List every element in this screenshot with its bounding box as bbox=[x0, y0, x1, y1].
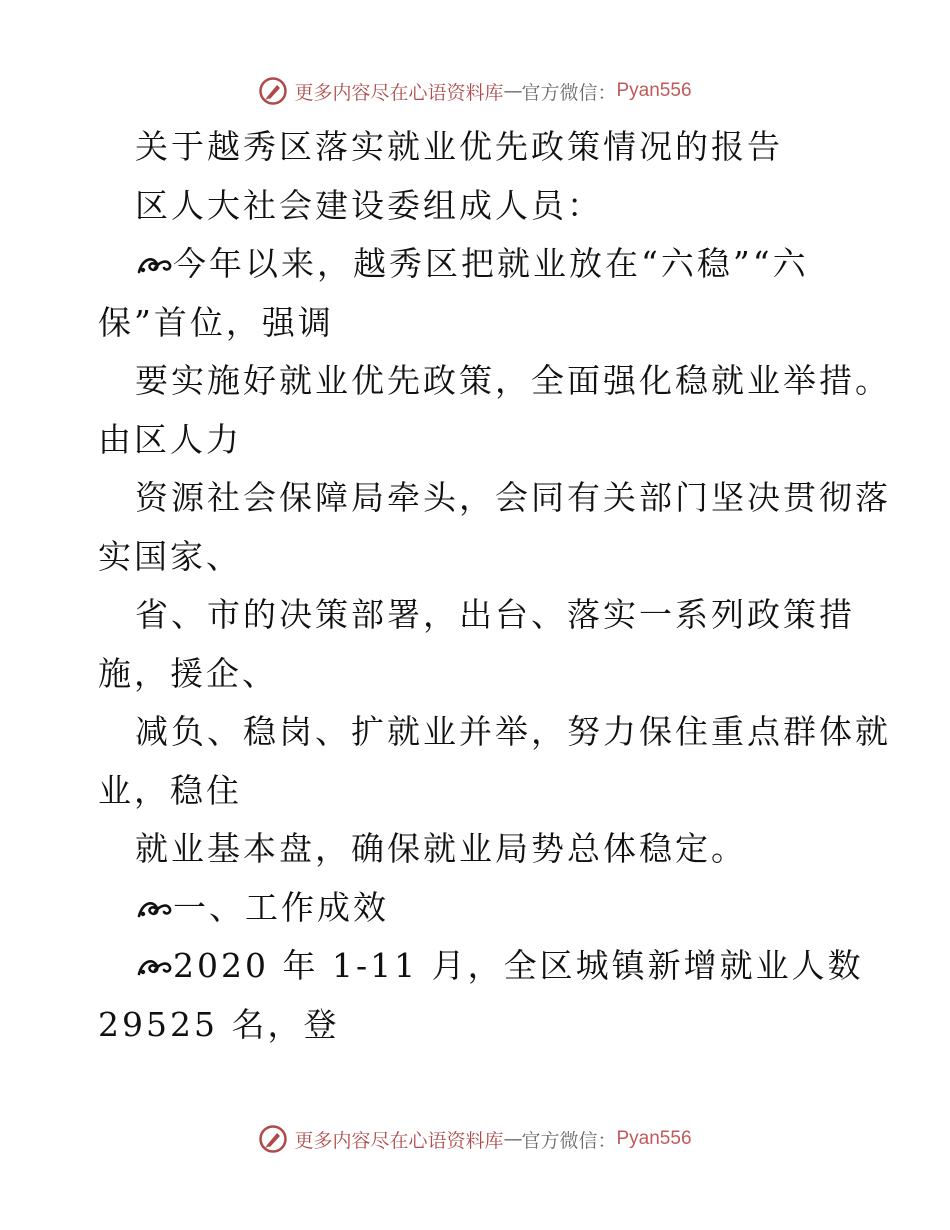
paragraph-line: 就业基本盘，确保就业局势总体稳定。 bbox=[135, 829, 747, 868]
pen-nib-circle-logo-icon bbox=[258, 76, 288, 106]
salutation-line: 区人大社会建设委组成人员： bbox=[135, 185, 603, 225]
floral-bullet-icon bbox=[135, 252, 173, 276]
paragraph-line bbox=[98, 235, 868, 294]
watermark-account: Pyan556 bbox=[616, 80, 692, 101]
paragraph-line: 由区人力 bbox=[98, 419, 242, 459]
section-heading-text: 一、工作成效 bbox=[173, 887, 389, 927]
pen-nib-circle-logo-icon bbox=[258, 1124, 288, 1154]
paragraph-line: 省、市的决策部署，出台、落实一系列政策措 bbox=[135, 595, 855, 634]
paragraph-line bbox=[98, 937, 868, 996]
watermark-account: Pyan556 bbox=[616, 1128, 692, 1149]
floral-bullet-icon bbox=[135, 896, 173, 920]
paragraph-line: 29525 名，登 bbox=[98, 1004, 340, 1044]
paragraph-line: 业，稳住 bbox=[98, 770, 242, 810]
paragraph-line: 要实施好就业优先政策，全面强化稳就业举措。 bbox=[135, 361, 891, 400]
watermark-middle-text: 官方微信： bbox=[521, 1129, 617, 1152]
paragraph-line: 实国家、 bbox=[98, 536, 242, 576]
watermark-separator: — bbox=[503, 1128, 522, 1150]
header-watermark bbox=[0, 71, 950, 111]
watermark-brand-text: 更多内容尽在心语资料库 bbox=[294, 81, 504, 104]
section-heading bbox=[98, 879, 868, 938]
document-body bbox=[98, 118, 891, 1054]
paragraph-line: 施，援企、 bbox=[98, 653, 278, 693]
watermark-middle-text: 官方微信： bbox=[521, 81, 617, 104]
paragraph-text: 2020 年 1-11 月，全区城镇新增就业人数 bbox=[173, 946, 864, 985]
paragraph-text: 今年以来，越秀区把就业放在“六稳”“六 bbox=[173, 244, 809, 283]
watermark-brand-text: 更多内容尽在心语资料库 bbox=[294, 1129, 504, 1152]
floral-bullet-icon bbox=[135, 954, 173, 978]
paragraph-line: 资源社会保障局牵头，会同有关部门坚决贯彻落 bbox=[135, 478, 891, 517]
paragraph-line: 减负、稳岗、扩就业并举，努力保住重点群体就 bbox=[135, 712, 891, 751]
footer-watermark bbox=[0, 1119, 950, 1159]
document-title: 关于越秀区落实就业优先政策情况的报告 bbox=[135, 127, 783, 166]
watermark-separator: — bbox=[503, 80, 522, 102]
paragraph-line: 保”首位，强调 bbox=[98, 302, 334, 342]
